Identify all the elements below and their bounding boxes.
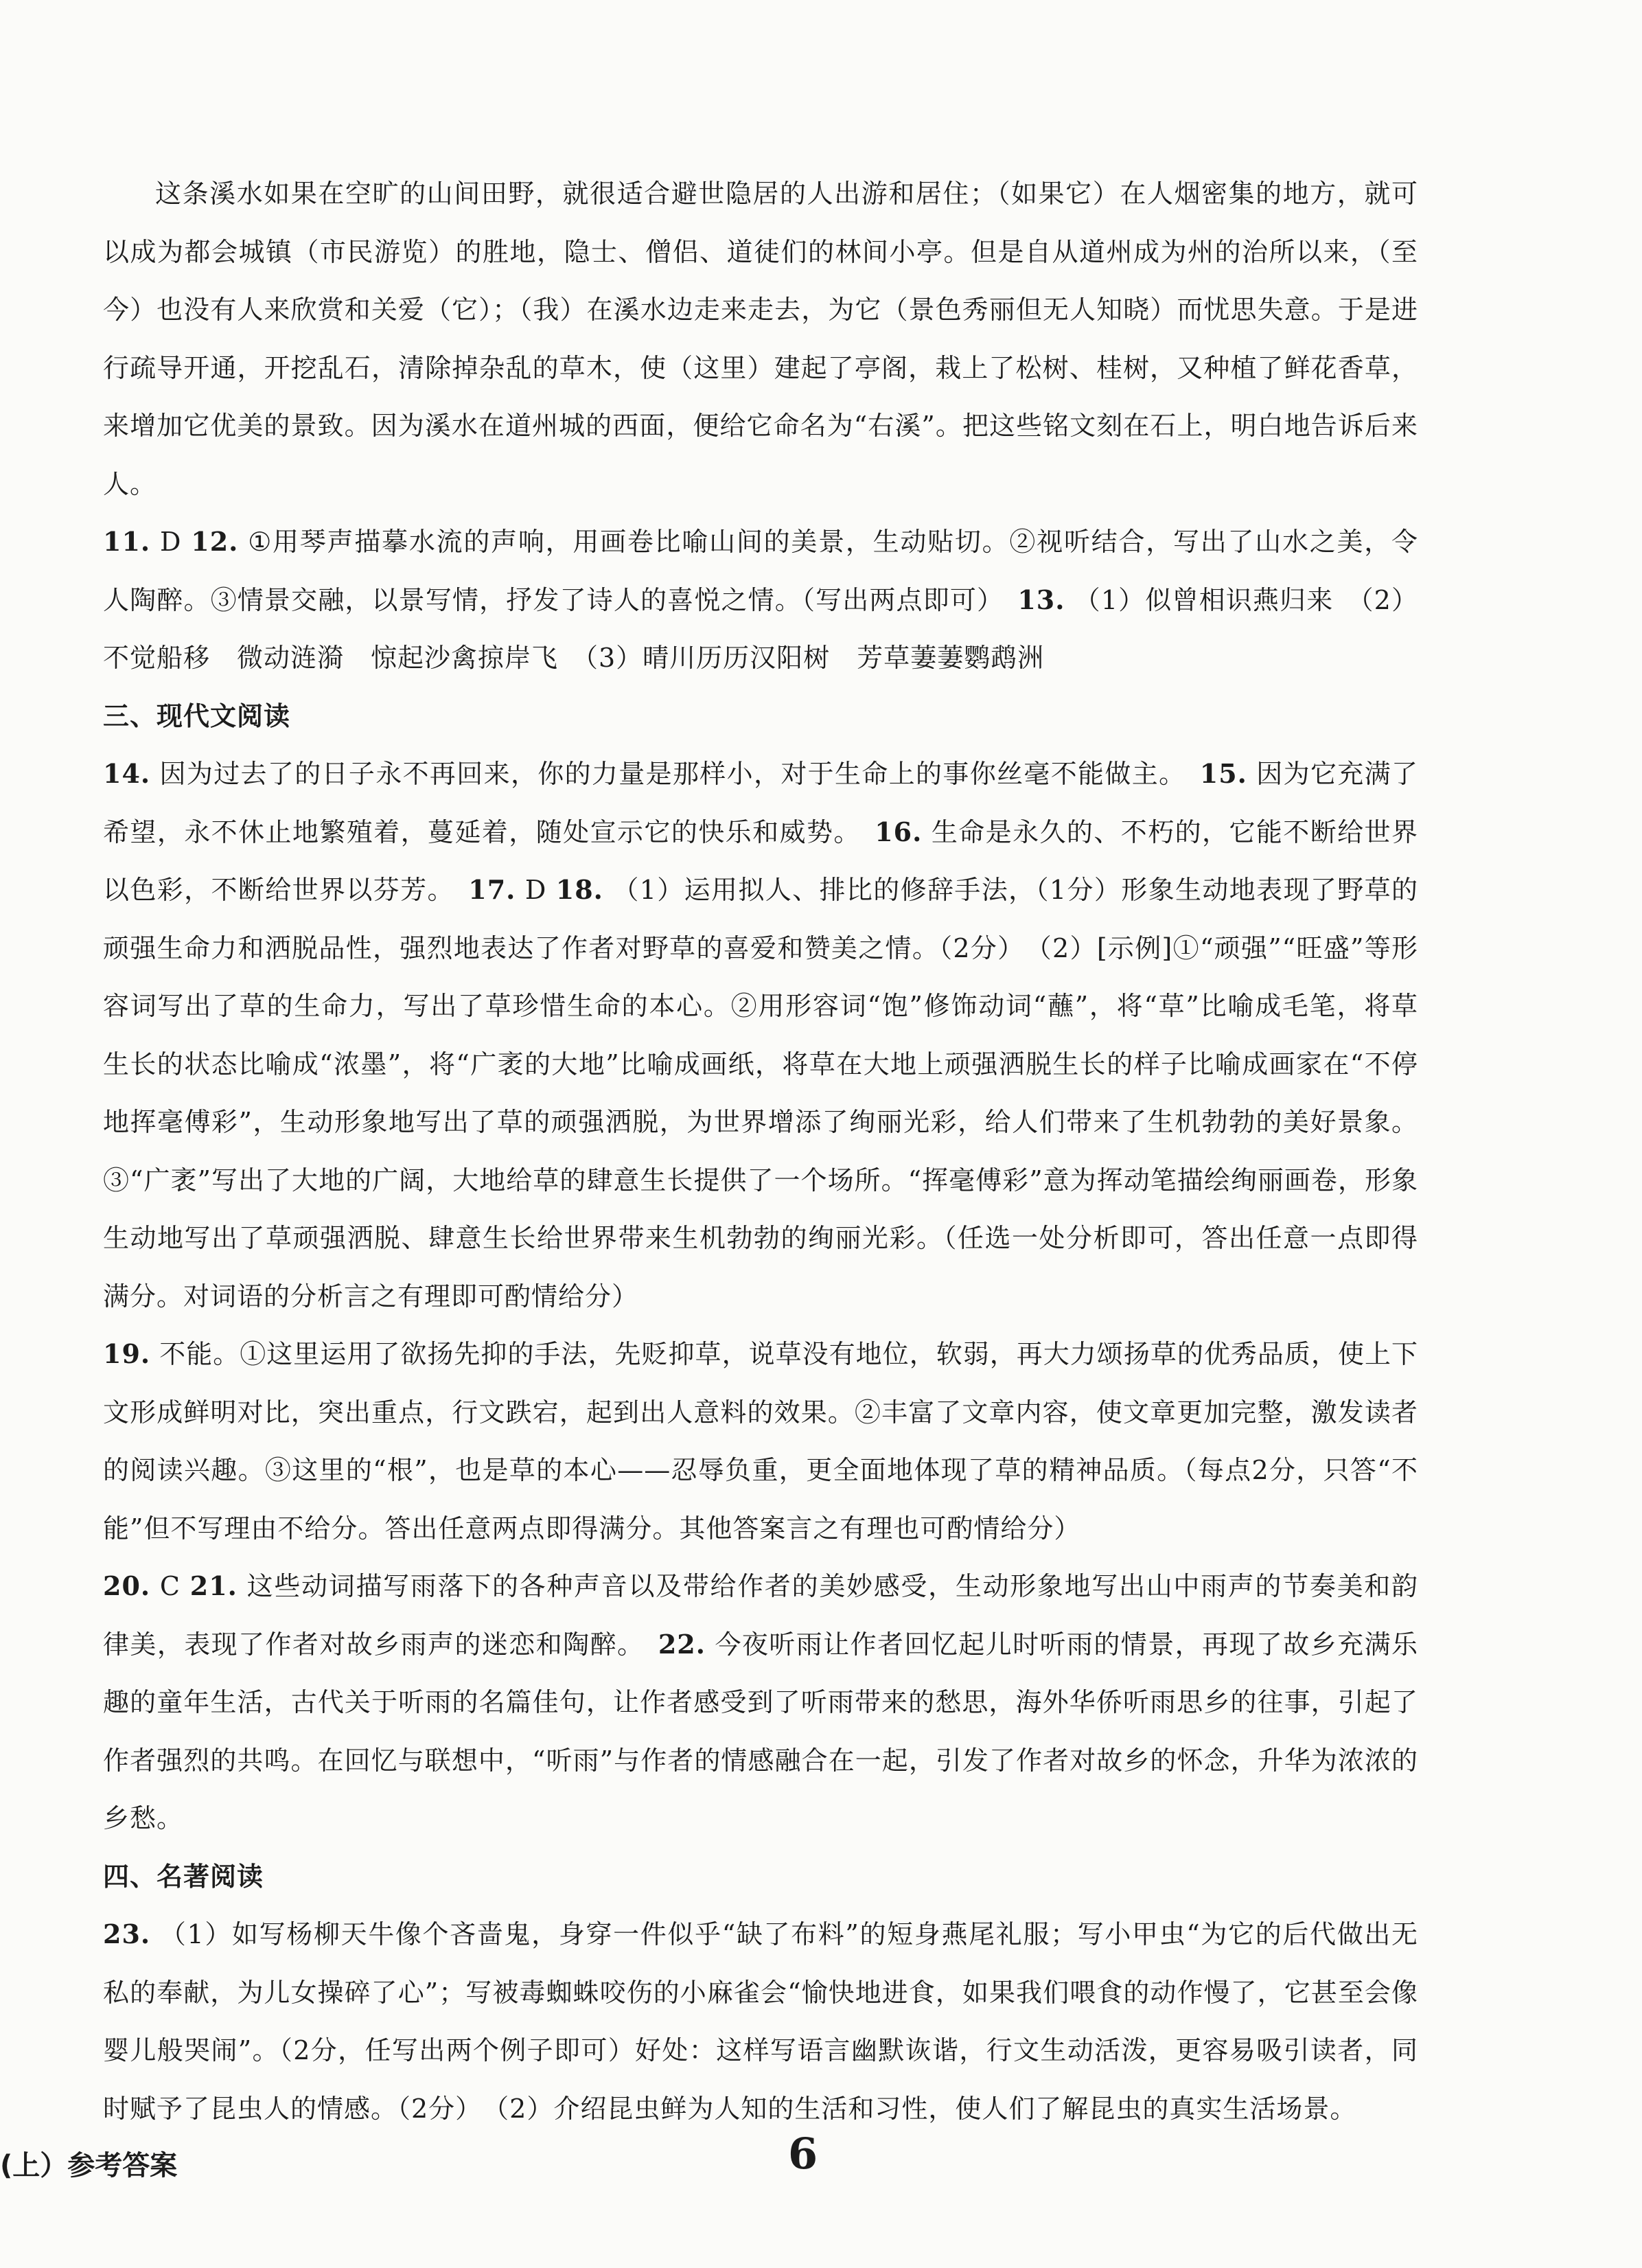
question-number: 19.: [103, 1338, 151, 1369]
page-number: 6: [788, 2129, 818, 2179]
answer-block-14-18: [103, 745, 1418, 1325]
question-number: 12.: [191, 526, 239, 557]
answer-text: （1）如写杨柳天牛像个吝啬鬼，身穿一件似乎“缺了布料”的短身燕尾礼服；写小甲虫“为它的后代做出无私的奉献，为儿女操碎了心”；写被毒蜘蛛咬伤的小麻雀会“愉快地进食，如果我们喂食的动作慢了，它甚至会像婴儿般哭闹”。（2分，任写出两个例子即可）好处：这样写语言幽默诙谐，行文生动活泼，更容易吸引读者，同时赋予了昆虫人的情感。（2分） （2）介绍昆虫鲜为人知的生活和习性，使人们了解昆虫的真实生活场景。: [103, 1919, 1418, 2124]
question-number: 14.: [103, 758, 151, 789]
answer-text: 今夜听雨让作者回忆起儿时听雨的情景，再现了故乡充满乐趣的童年生活，古代关于听雨的名篇佳句，让作者感受到了听雨带来的愁思，海外华侨听雨思乡的往事，引起了作者强烈的共鸣。在回忆与联想中，“听雨”与作者的情感融合在一起，引发了作者对故乡的怀念，升华为浓浓的乡愁。: [103, 1629, 1418, 1833]
answer-text: ①用琴声描摹水流的声响，用画卷比喻山间的美景，生动贴切。②视听结合，写出了山水之美，令人陶醉。③情景交融，以景写情，抒发了诗人的喜悦之情。（写出两点即可）: [103, 527, 1418, 615]
answer-block-23: [103, 1905, 1418, 2138]
answer-text: （1）运用拟人、排比的修辞手法，（1分）形象生动地表现了野草的顽强生命力和洒脱品性，强烈地表达了作者对野草的喜爱和赞美之情。（2分） （2）[示例]①“顽强”“旺盛”等形容词写出了草的生命力，写出了草珍惜生命的本心。②用形容词“饱”修饰动词“蘸”，将“草”比喻成毛笔，将草生长的状态比喻成“浓墨”，将“广袤的大地”比喻成画纸，将草在大地上顽强洒脱生长的样子比喻成画家在“不停地挥毫傅彩”，生动形象地写出了草的顽强洒脱，为世界增添了绚丽光彩，给人们带来了生机勃勃的美好景象。③“广袤”写出了大地的广阔，大地给草的肆意生长提供了一个场所。“挥毫傅彩”意为挥动笔描绘绚丽画卷，形象生动地写出了草顽强洒脱、肆意生长给世界带来生机勃勃的绚丽光彩。（任选一处分析即可，答出任意一点即得满分。对词语的分析言之有理即可酌情给分）: [103, 875, 1418, 1311]
answer-text: D: [516, 875, 556, 905]
answer-text: 不能。①这里运用了欲扬先抑的手法，先贬抑草，说草没有地位，软弱，再大力颂扬草的优秀品质，使上下文形成鲜明对比，突出重点，行文跌宕，起到出人意料的效果。②丰富了文章内容，使文章更加完整，激发读者的阅读兴趣。③这里的“根”，也是草的本心——忍辱负重，更全面地体现了草的精神品质。（每点2分，只答“不能”但不写理由不给分。答出任意两点即得满分。其他答案言之有理也可酌情给分）: [103, 1339, 1418, 1544]
answer-text: 生命是永久的、不朽的，它能不断给世界以色彩，不断给世界以芬芳。: [103, 816, 1418, 905]
answer-text: D: [150, 527, 192, 557]
question-number: 17.: [468, 874, 516, 905]
question-number: 22.: [658, 1628, 706, 1660]
question-number: 20.: [103, 1570, 151, 1601]
footer-label: (上）参考答案: [0, 2150, 178, 2181]
answer-block-20-22: [103, 1557, 1418, 1848]
section-heading-modern-reading: 三、现代文阅读: [103, 700, 291, 731]
answer-text: C: [150, 1571, 190, 1601]
answer-text: 因为过去了的日子永不再回来，你的力量是那样小，对于生命上的事你丝毫不能做主。: [150, 759, 1200, 789]
answer-text: 因为它充满了希望，永不休止地繁殖着，蔓延着，随处宣示它的快乐和威势。: [103, 759, 1418, 847]
answer-content: [103, 165, 1418, 2138]
question-number: 23.: [103, 1918, 151, 1949]
question-number: 15.: [1199, 758, 1247, 789]
answer-text: （1）似曾相识燕归来 （2）不觉船移 微动涟漪 惊起沙禽掠岸飞 （3）晴川历历汉阳树 芳草萋萋鹦鹉洲: [103, 584, 1418, 673]
answer-text: 这些动词描写雨落下的各种声音以及带给作者的美妙感受，生动形象地写出山中雨声的节奏美和韵律美，表现了作者对故乡雨声的迷恋和陶醉。: [103, 1571, 1418, 1660]
question-number: 11.: [103, 526, 151, 557]
answer-block-19: [103, 1325, 1418, 1557]
answer-block-11-13: [103, 513, 1418, 687]
question-number: 21.: [189, 1570, 238, 1601]
question-number: 16.: [875, 816, 923, 847]
question-number: 18.: [555, 874, 603, 905]
question-number: 13.: [1017, 584, 1065, 615]
section-heading-classics-reading: 四、名著阅读: [103, 1861, 264, 1892]
translation-paragraph: 这条溪水如果在空旷的山间田野，就很适合避世隐居的人出游和居住；（如果它）在人烟密集的地方，就可以成为都会城镇（市民游览）的胜地，隐士、僧侣、道徒们的林间小亭。但是自从道州成为州的治所以来，（至今）也没有人来欣赏和关爱（它）；（我）在溪水边走来走去，为它（景色秀丽但无人知晓）而忧思失意。于是进行疏导开通，开挖乱石，清除掉杂乱的草木，使（这里）建起了亭阁，栽上了松树、桂树，又种植了鲜花香草，来增加它优美的景致。因为溪水在道州城的西面，便给它命名为“右溪”。把这些铭文刻在石上，明白地告诉后来人。: [103, 179, 1418, 499]
